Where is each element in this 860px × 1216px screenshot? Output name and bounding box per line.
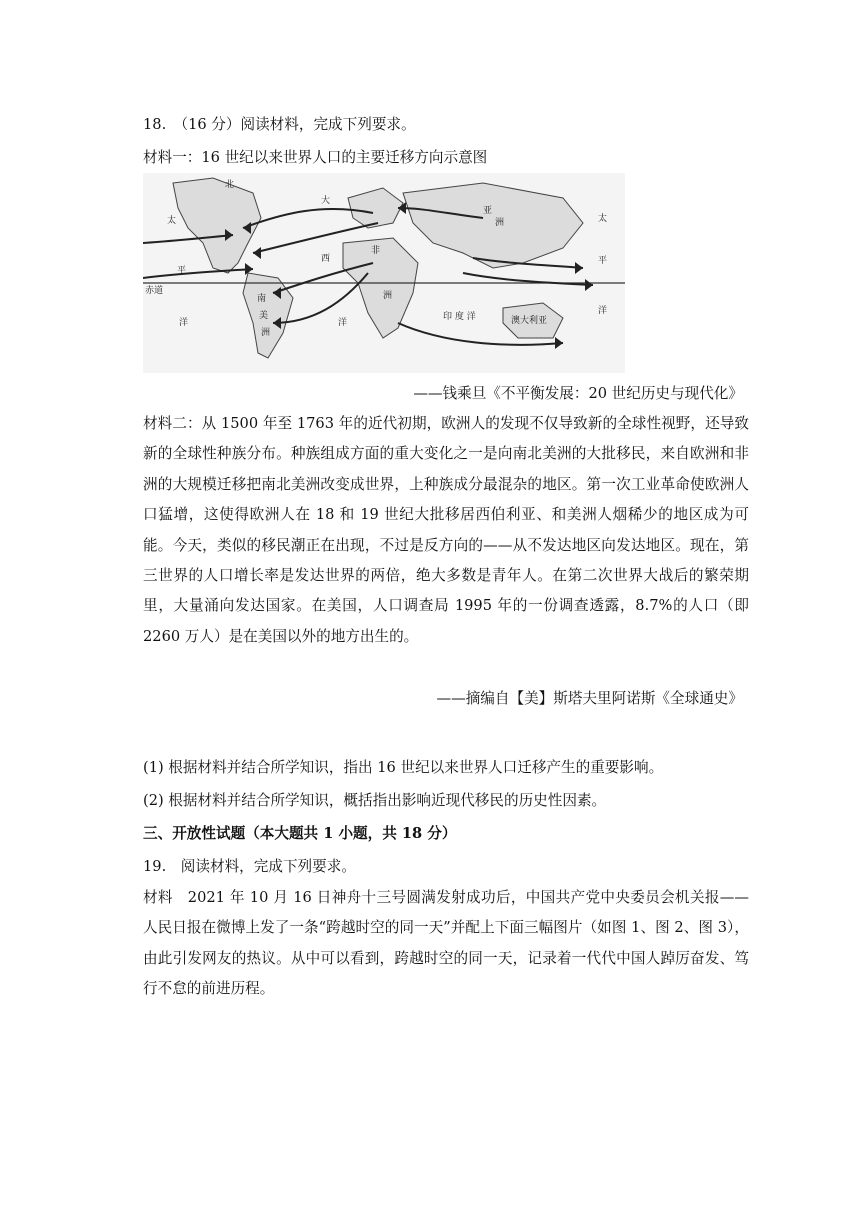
sub-question-1: (1) 根据材料并结合所学知识，指出 16 世纪以来世界人口迁移产生的重要影响。 xyxy=(143,759,664,776)
map-label-australia: 澳大利亚 xyxy=(511,316,548,326)
material1-title: 材料一：16 世纪以来世界人口的主要迁移方向示意图 xyxy=(143,149,488,166)
map-label-da: 大 xyxy=(321,196,331,206)
map-label-yang-right: 洋 xyxy=(598,306,608,316)
citation-1: ——钱乘旦《不平衡发展：20 世纪历史与现代化》 xyxy=(413,385,743,402)
map-label-fei: 非 xyxy=(371,246,381,256)
citation-2: ——摘编自【美】斯塔夫里阿诺斯《全球通史》 xyxy=(436,690,743,707)
question-18-header: 18. （16 分）阅读材料，完成下列要求。 xyxy=(143,116,416,133)
section3-title: 三、开放性试题（本大题共 1 小题，共 18 分） xyxy=(143,825,457,842)
migration-map xyxy=(143,173,625,373)
map-label-ping: 平 xyxy=(177,266,187,276)
map-label-tai-right: 太 xyxy=(598,214,608,224)
map-label-nan: 南 xyxy=(257,294,267,304)
migration-map-figure xyxy=(143,173,625,373)
map-label-india-ocean: 印 度 洋 xyxy=(443,312,476,322)
material2-paragraph: 材料二：从 1500 年至 1763 年的近代初期，欧洲人的发现不仅导致新的全球性视野，还导致新的全球性种族分布。种族组成方面的重大变化之一是向南北美洲的大批移民，来自欧洲和非洲的大规模迁移把南北美洲改变成世界，上种族成分最混杂的地区。第一次工业革命使欧洲人口猛增，这使得欧洲人在 18 和 19 世纪大批移居西伯利亚、和美洲人烟稀少的地区成为可能。今天，类似的移民潮正在出现，不过是反方向的——从不发达地区向发达地区。现在，第三世界的人口增长率是发达世界的两倍，绝大多数是青年人。在第二次世界大战后的繁荣期里，大量涌向发达国家。在美国，人口调查局 1995 年的一份调查透露，8.7%的人口（即 2260 万人）是在美国以外的地方出生的。 xyxy=(143,415,749,645)
map-label-yang-left: 洋 xyxy=(179,318,189,328)
map-label-yang-a: 洋 xyxy=(338,318,348,328)
map-label-zhou: 洲 xyxy=(495,218,505,228)
map-label-bei: 北 xyxy=(225,180,235,190)
map-label-xi: 西 xyxy=(321,254,331,264)
q19-material-paragraph: 材料 2021 年 10 月 16 日神舟十三号圆满发射成功后，中国共产党中央委员会机关报——人民日报在微博上发了一条“跨越时空的同一天”并配上下面三幅图片（如图 1、图 2、图 3），由此引发网友的热议。从中可以看到，跨越时空的同一天，记录着一代代中国人踔厉奋发、笃行不怠的前进历程。 xyxy=(143,889,749,998)
map-label-mei: 美 xyxy=(259,311,269,321)
map-label-ya: 亚 xyxy=(483,206,493,216)
map-label-equator: 赤道 xyxy=(145,286,164,296)
map-label-zhou-s: 洲 xyxy=(261,328,271,338)
question-19-header: 19. 阅读材料，完成下列要求。 xyxy=(143,858,356,875)
map-label-tai: 太 xyxy=(167,216,177,226)
map-label-zhou-f: 洲 xyxy=(383,291,393,301)
map-label-ping-right: 平 xyxy=(598,256,608,266)
sub-question-2: (2) 根据材料并结合所学知识，概括指出影响近现代移民的历史性因素。 xyxy=(143,792,607,809)
